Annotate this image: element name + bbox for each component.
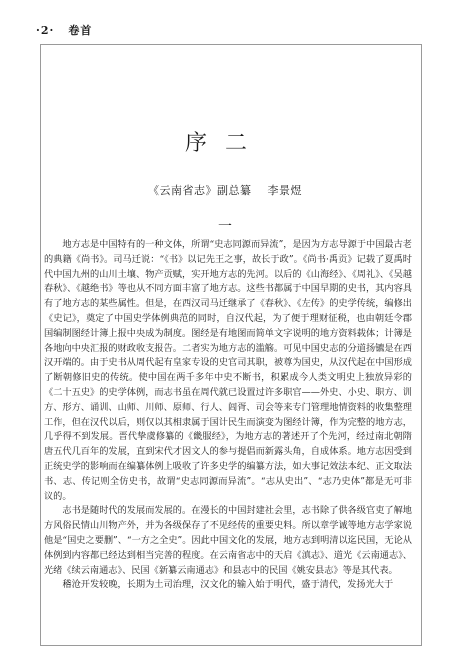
paragraph: 稽沧开发较晚，长期为土司治理，汉文化的输入始于明代，盛于清代，发扬光大于 bbox=[62, 579, 394, 591]
header-section: 卷首 bbox=[68, 24, 93, 37]
byline bbox=[0, 182, 450, 198]
author-role: 《云南省志》副总纂 bbox=[148, 184, 252, 197]
paragraph: 地方志是中国特有的一种文体，所谓“史志同源而异流”，是因为方志导源于中国最古老的典籍《尚书》。司马迁说：“《书》以记先王之事，故长于政”。《尚书·禹贡》记载了夏禹时代中国九州的山川土壤、物产贡赋，实开地方志的先河。以后的《山海经》、《周礼》、《吴越春秋》、《越绝书》等也从不同方面丰富了地方志。这些书都属于中国早期的史书，其内容具有了地方志的某些属性。但是，在西汉司马迁继承了《春秋》、《左传》的史学传统，编修出《史记》，奠定了中国史学体例典范的同时，自汉代起，为了便于理财征税，也由朝廷令郡国编制图经计簿上报中央成为制度。图经是有地图而简单文字说明的地方资料载体；计簿是各地向中央汇报的财政收支报告。二者实为地方志的滥觞。可见中国史志的分道扬镳是在西汉开端的。由于史书从周代起有皇家专设的史官司其职，被尊为国史，从汉代起在中国形成了断朝修旧史的传统。使中国在两千多年中史不断书，积累成今人类文明史上独放异彩的《二十五史》的史学体例，而志书虽在周代就已设置过许多职官——外史、小史、职方、训方、形方、诵训、山师、川师、原师、行人、闾胥、司会等来专门管理地情资料的收集整理工作，但在汉代以后，则仅以其相隶属于国计民生而演变为图经计簿，作为完整的地方志，几乎得不到发展。晋代挚虞修纂的《畿服经》，为地方志的著述开了个先河，经过南北朝隋唐五代几百年的发展，直到宋代才因文人的参与提倡而新露头角，自成体系。地方志因受到正统史学的影响而在编纂体例上吸收了许多史学的编纂方法，如大事记效法本纪、正文取法书、志、传记则全仿史书，故谓“史志同源而异流”。“志从史出”、“志乃史体”都是无可非议的。 bbox=[44, 239, 412, 502]
section-number: 一 bbox=[218, 219, 232, 235]
body-text bbox=[44, 238, 412, 650]
page-title: 序二 bbox=[184, 131, 265, 156]
page-number: ·2· bbox=[36, 24, 55, 37]
paragraph: 志书是随时代的发展而发展的。在漫长的中国封建社会里，志书除了供各级官吏了解地方风俗民情山川物产外，并为各级保存了不见经传的重要史料。所以章学诚等地方志学家说他是“国史之要删”、“一方之全史”。因此中国文化的发展，地方志到明清以迄民国，无论从体例到内容都已经达到相当完善的程度。在云南省志中的天启《滇志》、道光《云南通志》、光绪《续云南通志》、民国《新纂云南通志》和县志中的民国《姚安县志》等是其代表。 bbox=[44, 505, 412, 576]
running-header bbox=[36, 22, 92, 38]
author-name: 李景煜 bbox=[267, 184, 302, 197]
